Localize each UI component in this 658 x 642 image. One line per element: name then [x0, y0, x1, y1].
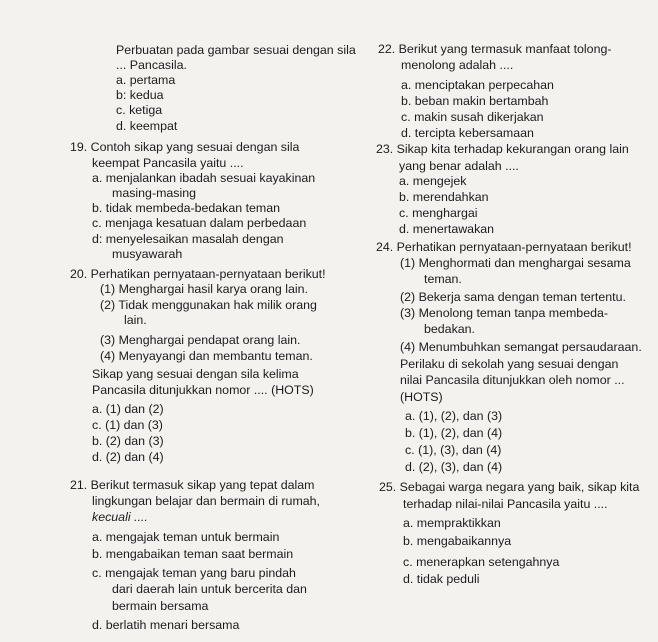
option-b: b. (1), (2), dan (4): [405, 426, 503, 440]
question-stem: Sikap yang sesuai dengan sila kelima: [92, 367, 299, 381]
option-b: b. beban makin bertambah: [401, 94, 549, 108]
option-c-continued: dari daerah lain untuk bercerita dan: [112, 582, 307, 596]
statement-4: (4) Menumbuhkan semangat persaudaraan.: [400, 340, 642, 354]
statement-3: (3) Menolong teman tanpa membeda-: [400, 306, 609, 320]
option-c: c. menerapkan setengahnya: [403, 555, 560, 569]
question-text: 23. Sikap kita terhadap kekurangan orang lain: [376, 142, 629, 156]
option-a: a. mempraktikkan: [403, 516, 501, 530]
option-d: d. berlatih menari bersama: [92, 618, 240, 632]
option-d: d. tercipta kebersamaan: [401, 126, 534, 140]
statement-2: (2) Tidak menggunakan hak milik orang: [100, 298, 317, 312]
question-text: kecuali ....: [92, 510, 148, 524]
option-b: b: kedua: [116, 88, 164, 102]
statement-1: (1) Menghormati dan menghargai sesama: [400, 256, 631, 270]
option-c-continued: bermain bersama: [112, 599, 209, 613]
option-d: d. tidak peduli: [403, 572, 480, 586]
option-c: c. makin susah dikerjakan: [401, 110, 544, 124]
option-d: d: menyelesaikan masalah dengan: [92, 232, 284, 246]
question-stem: (HOTS): [400, 390, 443, 404]
question-text: yang benar adalah ....: [399, 159, 519, 173]
option-b: b. (2) dan (3): [92, 434, 164, 448]
option-a: a. menjalankan ibadah sesuai kayakinan: [92, 171, 316, 185]
option-a: a. (1) dan (2): [92, 402, 164, 416]
option-c: c. menjaga kesatuan dalam perbedaan: [92, 216, 307, 230]
question-text: 25. Sebagai warga negara yang baik, sikap kita: [379, 480, 640, 494]
question-text: 21. Berikut termasuk sikap yang tepat dalam: [70, 478, 315, 492]
statement-3-continued: bedakan.: [424, 322, 475, 336]
option-c: c. (1) dan (3): [92, 418, 163, 432]
option-a: a. mengajak teman untuk bermain: [92, 530, 280, 544]
option-a: a. menciptakan perpecahan: [401, 78, 554, 92]
statement-1: (1) Menghargai hasil karya orang lain.: [100, 282, 308, 296]
option-b: b. tidak membeda-bedakan teman: [92, 201, 281, 215]
option-c: c. ketiga: [116, 103, 163, 117]
question-stem: Pancasila ditunjukkan nomor .... (HOTS): [92, 383, 314, 397]
option-a: a. (1), (2), dan (3): [405, 409, 503, 423]
option-a-continued: masing-masing: [112, 186, 197, 200]
option-d: d. (2) dan (4): [92, 450, 164, 464]
question-text: menolong adalah ....: [401, 58, 514, 72]
option-a: a. pertama: [116, 73, 176, 87]
question-text: Perbuatan pada gambar sesuai dengan sila: [116, 43, 356, 57]
option-b: b. mengabaikan teman saat bermain: [92, 547, 294, 561]
question-text: ... Pancasila.: [116, 58, 187, 72]
option-c: c. (1), (3), dan (4): [405, 443, 502, 457]
question-stem: nilai Pancasila ditunjukkan oleh nomor ...: [400, 373, 625, 387]
question-text: lingkungan belajar dan bermain di rumah,: [92, 494, 320, 508]
option-a: a. mengejek: [399, 174, 467, 188]
statement-4: (4) Menyayangi dan membantu teman.: [100, 349, 313, 363]
option-b: b. merendahkan: [399, 190, 489, 204]
option-d-continued: musyawarah: [112, 247, 183, 261]
question-text: 20. Perhatikan pernyataan-pernyataan berikut!: [70, 267, 326, 281]
question-text: 24. Perhatikan pernyataan-pernyataan berikut!: [376, 240, 632, 254]
question-stem: Perilaku di sekolah yang sesuai dengan: [400, 357, 619, 371]
question-text: 22. Berikut yang termasuk manfaat tolong-: [378, 42, 612, 56]
question-text: keempat Pancasila yaitu ....: [92, 156, 244, 170]
statement-2-continued: lain.: [124, 313, 147, 327]
question-text: terhadap nilai-nilai Pancasila yaitu ....: [403, 497, 608, 511]
option-c: c. menghargai: [399, 206, 478, 220]
option-b: b. mengabaikannya: [403, 534, 512, 548]
statement-3: (3) Menghargai pendapat orang lain.: [100, 333, 301, 347]
question-text: 19. Contoh sikap yang sesuai dengan sila: [70, 140, 300, 154]
statement-1-continued: teman.: [424, 272, 462, 286]
option-d: d. (2), (3), dan (4): [405, 460, 503, 474]
option-d: d. menertawakan: [399, 222, 495, 236]
option-d: d. keempat: [116, 119, 178, 133]
statement-2: (2) Bekerja sama dengan teman tertentu.: [400, 290, 626, 304]
option-c: c. mengajak teman yang baru pindah: [92, 566, 296, 580]
